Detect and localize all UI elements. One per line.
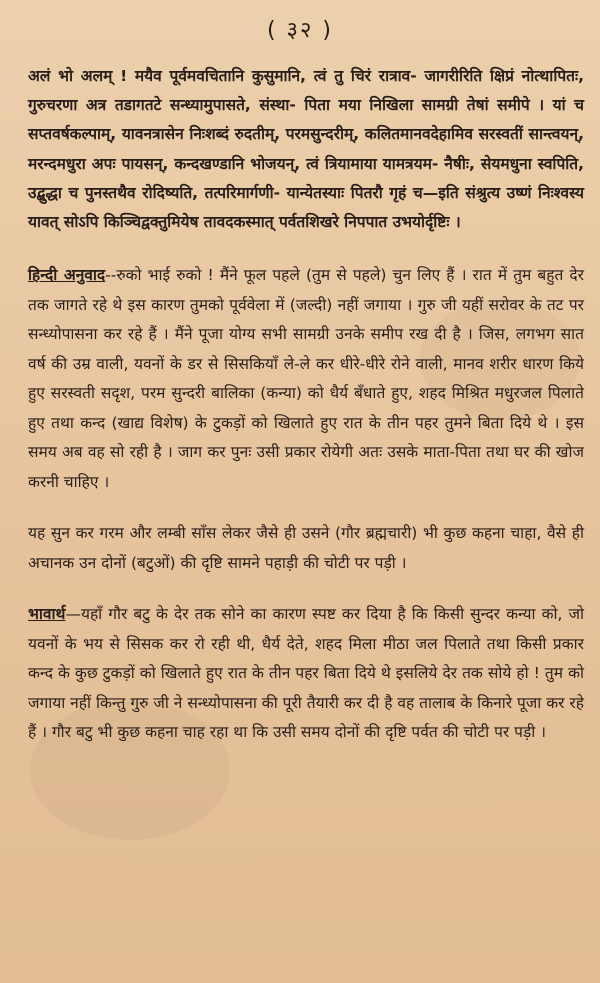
hindi-translation-label: हिन्दी अनुवाद	[28, 266, 106, 285]
sanskrit-passage: अलं भो अलम् ! मयैव पूर्वमवचितानि कुसुमानि, त्वं तु चिरं रात्राव- जागरीरिति क्षिप्रं नोत्थापितः, गुरुचरणा अत्र तडागतटे सन्ध्यामुपासते, संस्था- पिता मया निखिला सामग्री तेषां समीपे । यां च सप्तवर्षकल्पाम्, यावनत्रासेन निःशब्दं रुदतीम्, परमसुन्दरीम्, कलितमानवदेहामिव सरस्वतीं सान्त्वयन्, मरन्दमधुरा अपः पायसन्, कन्दखण्डानि भोजयन्, त्वं त्रियामाया यामत्रयम- नैषीः, सेयमधुना स्वपिति, उद्बुद्धा च पुनस्तथैव रोदिष्यति, तत्परिमार्गणी- यान्येतस्याः पितरौ गृहं च—इति संश्रुत्य उष्णं निःश्वस्य यावत् सोऽपि किञ्चिद्वक्तुमियेष तावदकस्मात् पर्वतशिखरे निपपात उभयोर्दृष्टिः ।	[28, 67, 584, 232]
continuation-paragraph: यह सुन कर गरम और लम्बी साँस लेकर जैसे ही उसने (गौर ब्रह्मचारी) भी कुछ कहना चाहा, वैसे ही अचानक उन दोनों (बटुओं) की दृष्टि सामने पहाड़ी की चोटी पर पड़ी ।	[28, 524, 584, 572]
bhavarth-label: भावार्थ	[28, 605, 66, 624]
hindi-translation-text: --रुको भाई रुको ! मैंने फूल पहले (तुम से पहले) चुन लिए हैं । रात में तुम बहुत देर तक जागते रहे थे इस कारण तुमको पूर्ववेला में (जल्दी) नहीं जगाया । गुरु जी यहीं सरोवर के तट पर सन्ध्योपासना कर रहे हैं । मैंने पूजा योग्य सभी सामग्री उनके समीप रख दी है । जिस, लगभग सात वर्ष की उम्र वाली, यवनों के डर से सिसकियाँ ले-ले कर धीरे-धीरे रोने वाली, मानव शरीर धारण किये हुए सरस्वती सदृश, परम सुन्दरी बालिका (कन्या) को धैर्य बँधाते हुए, शहद मिश्रित मधुरजल पिलाते हुए तथा कन्द (खाद्य विशेष) के टुकड़ों को खिलाते हुए रात के तीन पहर तुमने बिता दिये थे । इस समय अब वह सो रही है । जाग कर पुनः उसी प्रकार रोयेगी अतः उसके माता-पिता तथा घर की खोज करनी चाहिए ।	[28, 266, 584, 491]
hindi-translation-paragraph	[28, 261, 584, 497]
page-content	[28, 62, 584, 748]
page-number: ( ३२ )	[266, 18, 334, 43]
bhavarth-paragraph	[28, 600, 584, 748]
bhavarth-text: —यहाँ गौर बटु के देर तक सोने का कारण स्पष्ट कर दिया है कि किसी सुन्दर कन्या को, जो यवनों के भय से सिसक कर रो रही थी, धैर्य देते, शहद मिला मीठा जल पिलाते तथा किसी प्रकार कन्द के कुछ टुकड़ों को खिलाते हुए रात के तीन पहर बिता दिये थे इसलिये देर तक सोये हो ! तुम को जगाया नहीं किन्तु गुरु जी ने सन्ध्योपासना की पूरी तैयारी कर दी है वह तालाब के किनारे पूजा कर रहे हैं । गौर बटु भी कुछ कहना चाह रहा था कि उसी समय दोनों की दृष्टि पर्वत की चोटी पर पड़ी ।	[28, 605, 584, 742]
